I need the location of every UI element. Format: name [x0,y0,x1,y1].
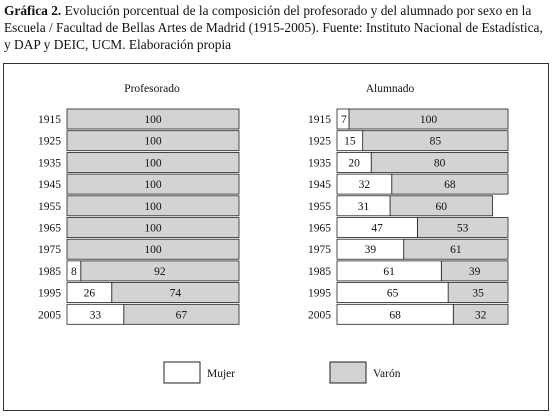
mujer-value-label: 47 [371,222,383,235]
varon-value-label: 74 [169,287,182,300]
charts-svg [4,64,550,412]
varon-value-label: 60 [435,200,448,213]
mujer-value-label: 32 [358,179,371,192]
caption-label: Gráfica 2. [4,3,62,18]
varon-value-label: 85 [429,135,442,148]
year-label: 1935 [308,157,331,170]
varon-value-label: 67 [175,309,188,322]
year-label: 1995 [308,287,331,300]
varon-value-label: 100 [144,114,162,126]
varon-value-label: 100 [144,222,162,235]
varon-value-label: 35 [472,287,484,300]
varon-value-label: 32 [474,309,487,322]
mujer-value-label: 15 [344,135,356,148]
mujer-value-label: 26 [83,287,96,300]
caption-text: Evolución porcentual de la composición del profesorado y del alumnado por sexo en la Escuela / Facultad de Bellas Artes de Madrid (1915-2005). Fuente: Instituto Nacional de Estadística, y DAP y DEIC, UCM. Elaboración propia [4,3,543,52]
mujer-value-label: 39 [364,244,377,257]
varon-value-label: 100 [419,114,438,126]
year-label: 2005 [308,309,331,322]
mujer-value-label: 61 [383,265,395,278]
year-label: 1985 [38,265,61,278]
varon-value-label: 53 [456,222,469,235]
chart-frame [3,63,549,411]
year-label: 1915 [38,114,61,126]
legend-swatch-varon [330,362,366,383]
year-label: 1975 [308,244,331,257]
year-label: 1975 [38,244,61,257]
varon-value-label: 61 [450,244,462,257]
varon-value-label: 100 [144,157,162,170]
mujer-value-label: 7 [341,114,347,126]
mujer-value-label: 65 [386,287,399,300]
chart-title: Alumnado [365,83,415,95]
year-label: 2005 [38,309,61,322]
varon-value-label: 100 [144,135,162,148]
varon-value-label: 80 [433,157,446,170]
year-label: 1945 [38,179,61,192]
mujer-value-label: 31 [357,200,370,213]
mujer-value-label: 20 [348,157,360,170]
legend-swatch-mujer [164,362,200,383]
varon-value-label: 68 [444,179,456,192]
year-label: 1925 [38,135,61,148]
legend-label-varon: Varón [373,368,401,380]
mujer-value-label: 68 [389,309,401,322]
varon-value-label: 100 [144,179,162,192]
year-label: 1915 [308,114,331,126]
year-label: 1935 [38,157,61,170]
figure-caption [4,2,552,53]
varon-value-label: 92 [154,265,166,278]
mujer-value-label: 33 [89,309,102,322]
year-label: 1945 [308,179,331,192]
varon-value-label: 100 [144,200,162,213]
varon-value-label: 100 [144,244,162,257]
legend [164,362,401,383]
year-label: 1965 [308,222,331,235]
year-label: 1955 [38,200,61,213]
year-label: 1925 [308,135,331,148]
profesorado-chart [38,83,239,324]
varon-value-label: 39 [468,265,481,278]
year-label: 1985 [308,265,331,278]
year-label: 1995 [38,287,61,300]
chart-title: Profesorado [124,83,180,95]
year-label: 1965 [38,222,61,235]
legend-label-mujer: Mujer [207,368,236,380]
mujer-value-label: 8 [71,265,77,278]
alumnado-chart [308,83,508,324]
year-label: 1955 [308,200,331,213]
